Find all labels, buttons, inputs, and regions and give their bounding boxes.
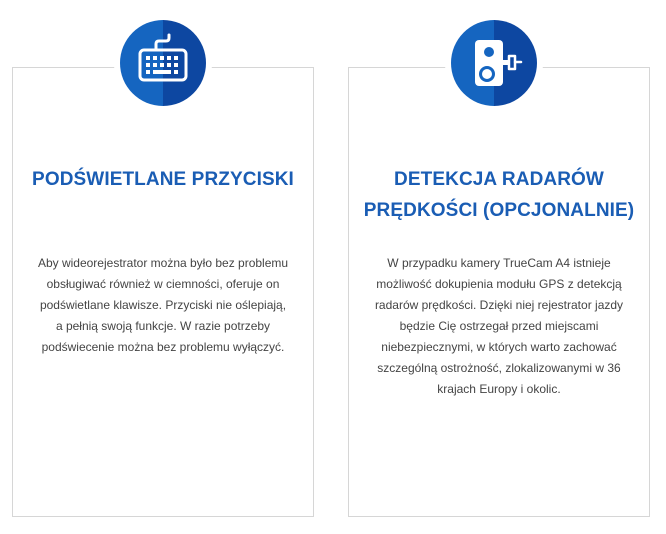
- feature-icon-badge: [114, 14, 212, 112]
- keyboard-icon: [120, 20, 206, 106]
- feature-card-backlit-buttons: [12, 67, 314, 517]
- feature-title: DETEKCJA RADARÓW PRĘDKOŚCI (OPCJONALNIE): [363, 169, 635, 221]
- feature-icon-badge: [445, 14, 543, 112]
- feature-card-radar-detection: [348, 67, 650, 517]
- feature-title: PODŚWIETLANE PRZYCISKI: [32, 169, 294, 190]
- feature-description: Aby wideorejestrator można było bez problemu obsługiwać również w ciemności, oferuje on podświetlane klawisze. Przyciski nie oślepiają, a pełnią swoją funkcje. W razie potrzeby podświecenie można bez problemu wyłączyć.: [37, 256, 289, 354]
- feature-description: W przypadku kamery TrueCam A4 istnieje możliwość dokupienia modułu GPS z detekcją radarów prędkości. Dzięki niej rejestrator jazdy będzie Cię ostrzegał przed miejscami niebezpiecznymi, w których warto zachować szczególną ostrożność, zlokalizowanymi w 36 krajach Europy i okolic.: [374, 256, 624, 396]
- speed-camera-icon: [451, 20, 537, 106]
